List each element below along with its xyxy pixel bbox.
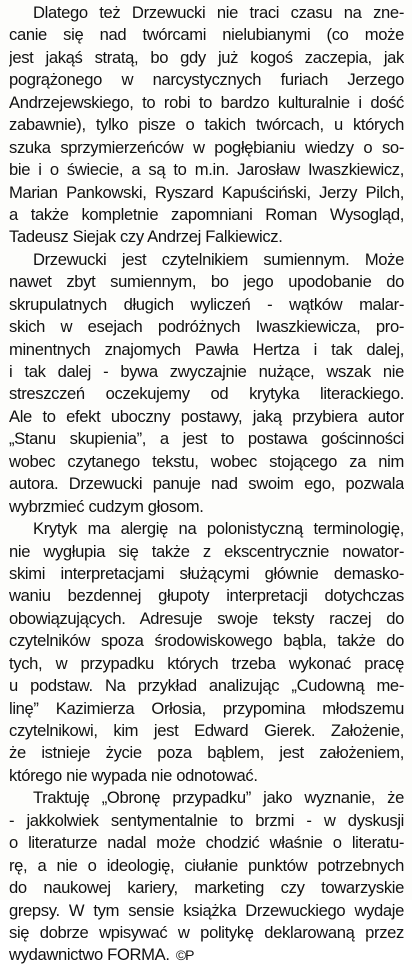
text-line: canie się nad twórcami nielubianymi (co może xyxy=(9,25,404,45)
text-line: się dobrze wpisywać w politykę deklarowaną przez xyxy=(9,922,404,942)
text-line: że istnieje życie poza bąblem, jest założeniem, xyxy=(9,743,404,763)
text-line: skimi interpretacjami służącymi głównie demasko- xyxy=(9,563,404,583)
text-line: skrupulatnych długich wyliczeń - wątków malar- xyxy=(9,294,404,314)
text-line: którego nie wypada nie odnotować. xyxy=(9,765,258,785)
text-line: Krytyk ma alergię na polonistyczną terminologię, xyxy=(33,519,404,539)
text-line: u podstaw. Na przykład analizując „Cudowną me- xyxy=(9,676,404,696)
text-line: linę” Kazimierza Orłosia, przypomina młodszemu xyxy=(9,698,404,718)
paragraph-2 xyxy=(9,249,404,518)
text-line: wobec czytanego tekstu, wobec stojącego za nim xyxy=(9,451,404,471)
text-line: rę, a nie o ideologię, ciułanie punktów potrzebnych xyxy=(9,855,404,875)
text-line: wybrzmieć cudzym głosom. xyxy=(9,496,204,516)
text-line: jest jakąś stratą, bo gdy już kogoś zaczepia, jak xyxy=(9,47,404,67)
text-line: autora. Drzewucki panuje nad swoim ego, pozwala xyxy=(9,474,404,494)
text-line: Traktuję „Obronę przypadku” jako wyznanie, że xyxy=(33,788,404,808)
text-line: pogrążonego w narcystycznych furiach Jerzego xyxy=(9,70,404,90)
text-line: Marian Pankowski, Ryszard Kapuściński, Jerzy Pilch, xyxy=(9,182,404,202)
text-line: waniu bezdennej głupoty interpretacji dotychczas xyxy=(9,586,404,606)
text-line: Drzewucki jest czytelnikiem sumiennym. Może xyxy=(33,249,404,269)
text-line: a także kompletnie zapomniani Roman Wysogląd, xyxy=(9,204,404,224)
text-line: - jakkolwiek sentymentalnie to brzmi - w dyskusji xyxy=(9,810,404,830)
final-text: wydawnictwo FORMA. xyxy=(9,945,170,965)
text-line: obowiązujących. Adresuje swoje teksty raczej do xyxy=(9,608,404,628)
paragraph-4 xyxy=(9,787,404,967)
text-line: skich w esejach podróżnych Iwaszkiewicza, pro- xyxy=(9,317,404,337)
text-line: czytelników spoza środowiskowego bąbla, także do xyxy=(9,631,404,651)
text-line-final xyxy=(9,944,404,966)
paragraph-1 xyxy=(9,2,404,249)
article-column xyxy=(9,2,404,967)
text-line: streszczeń oczekujemy od krytyka literackiego. xyxy=(9,384,404,404)
text-line: Andrzejewskiego, to robi to bardzo kulturalnie i dość xyxy=(9,92,404,112)
text-line: bie i o świecie, a są to m.in. Jarosław Iwaszkiewicz, xyxy=(9,160,404,180)
text-line: Dlatego też Drzewucki nie traci czasu na zne- xyxy=(33,3,404,22)
paragraph-3 xyxy=(9,518,404,787)
text-line: zabawnie), tylko pisze o takich twórcach, u których xyxy=(9,115,404,135)
text-line: Ale to efekt uboczny postawy, jaką przybiera autor xyxy=(9,406,404,426)
text-line: czytelnikowi, kim jest Edward Gierek. Założenie, xyxy=(9,721,404,740)
text-line: nawet zbyt sumiennym, bo jego upodobanie do xyxy=(9,272,404,292)
text-line: do naukowej kariery, marketing czy towarzyskie xyxy=(9,878,404,898)
text-line: i tak dalej - bywa zwyczajnie nużące, wszak nie xyxy=(9,362,404,381)
text-line: Tadeusz Siejak czy Andrzej Falkiewicz. xyxy=(9,227,283,247)
text-line: o literaturze nadal może chodzić właśnie o literatu- xyxy=(9,833,404,853)
text-line: grepsy. W tym sensie książka Drzewuckiego wydaje xyxy=(9,900,404,920)
text-line: minentnych znajomych Pawła Hertza i tak dalej, xyxy=(9,339,404,359)
text-line: tych, w przypadku których trzeba wykonać pracę xyxy=(9,653,404,673)
text-line: nie wygłupia się także z ekscentrycznie nowator- xyxy=(9,541,404,561)
copyright-end-mark: ©P xyxy=(175,947,194,964)
text-line: „Stanu skupienia”, a jest to postawa gościnności xyxy=(9,429,404,449)
text-line: szuka sprzymierzeńców w pogłębianiu wiedzy o so- xyxy=(9,137,404,157)
